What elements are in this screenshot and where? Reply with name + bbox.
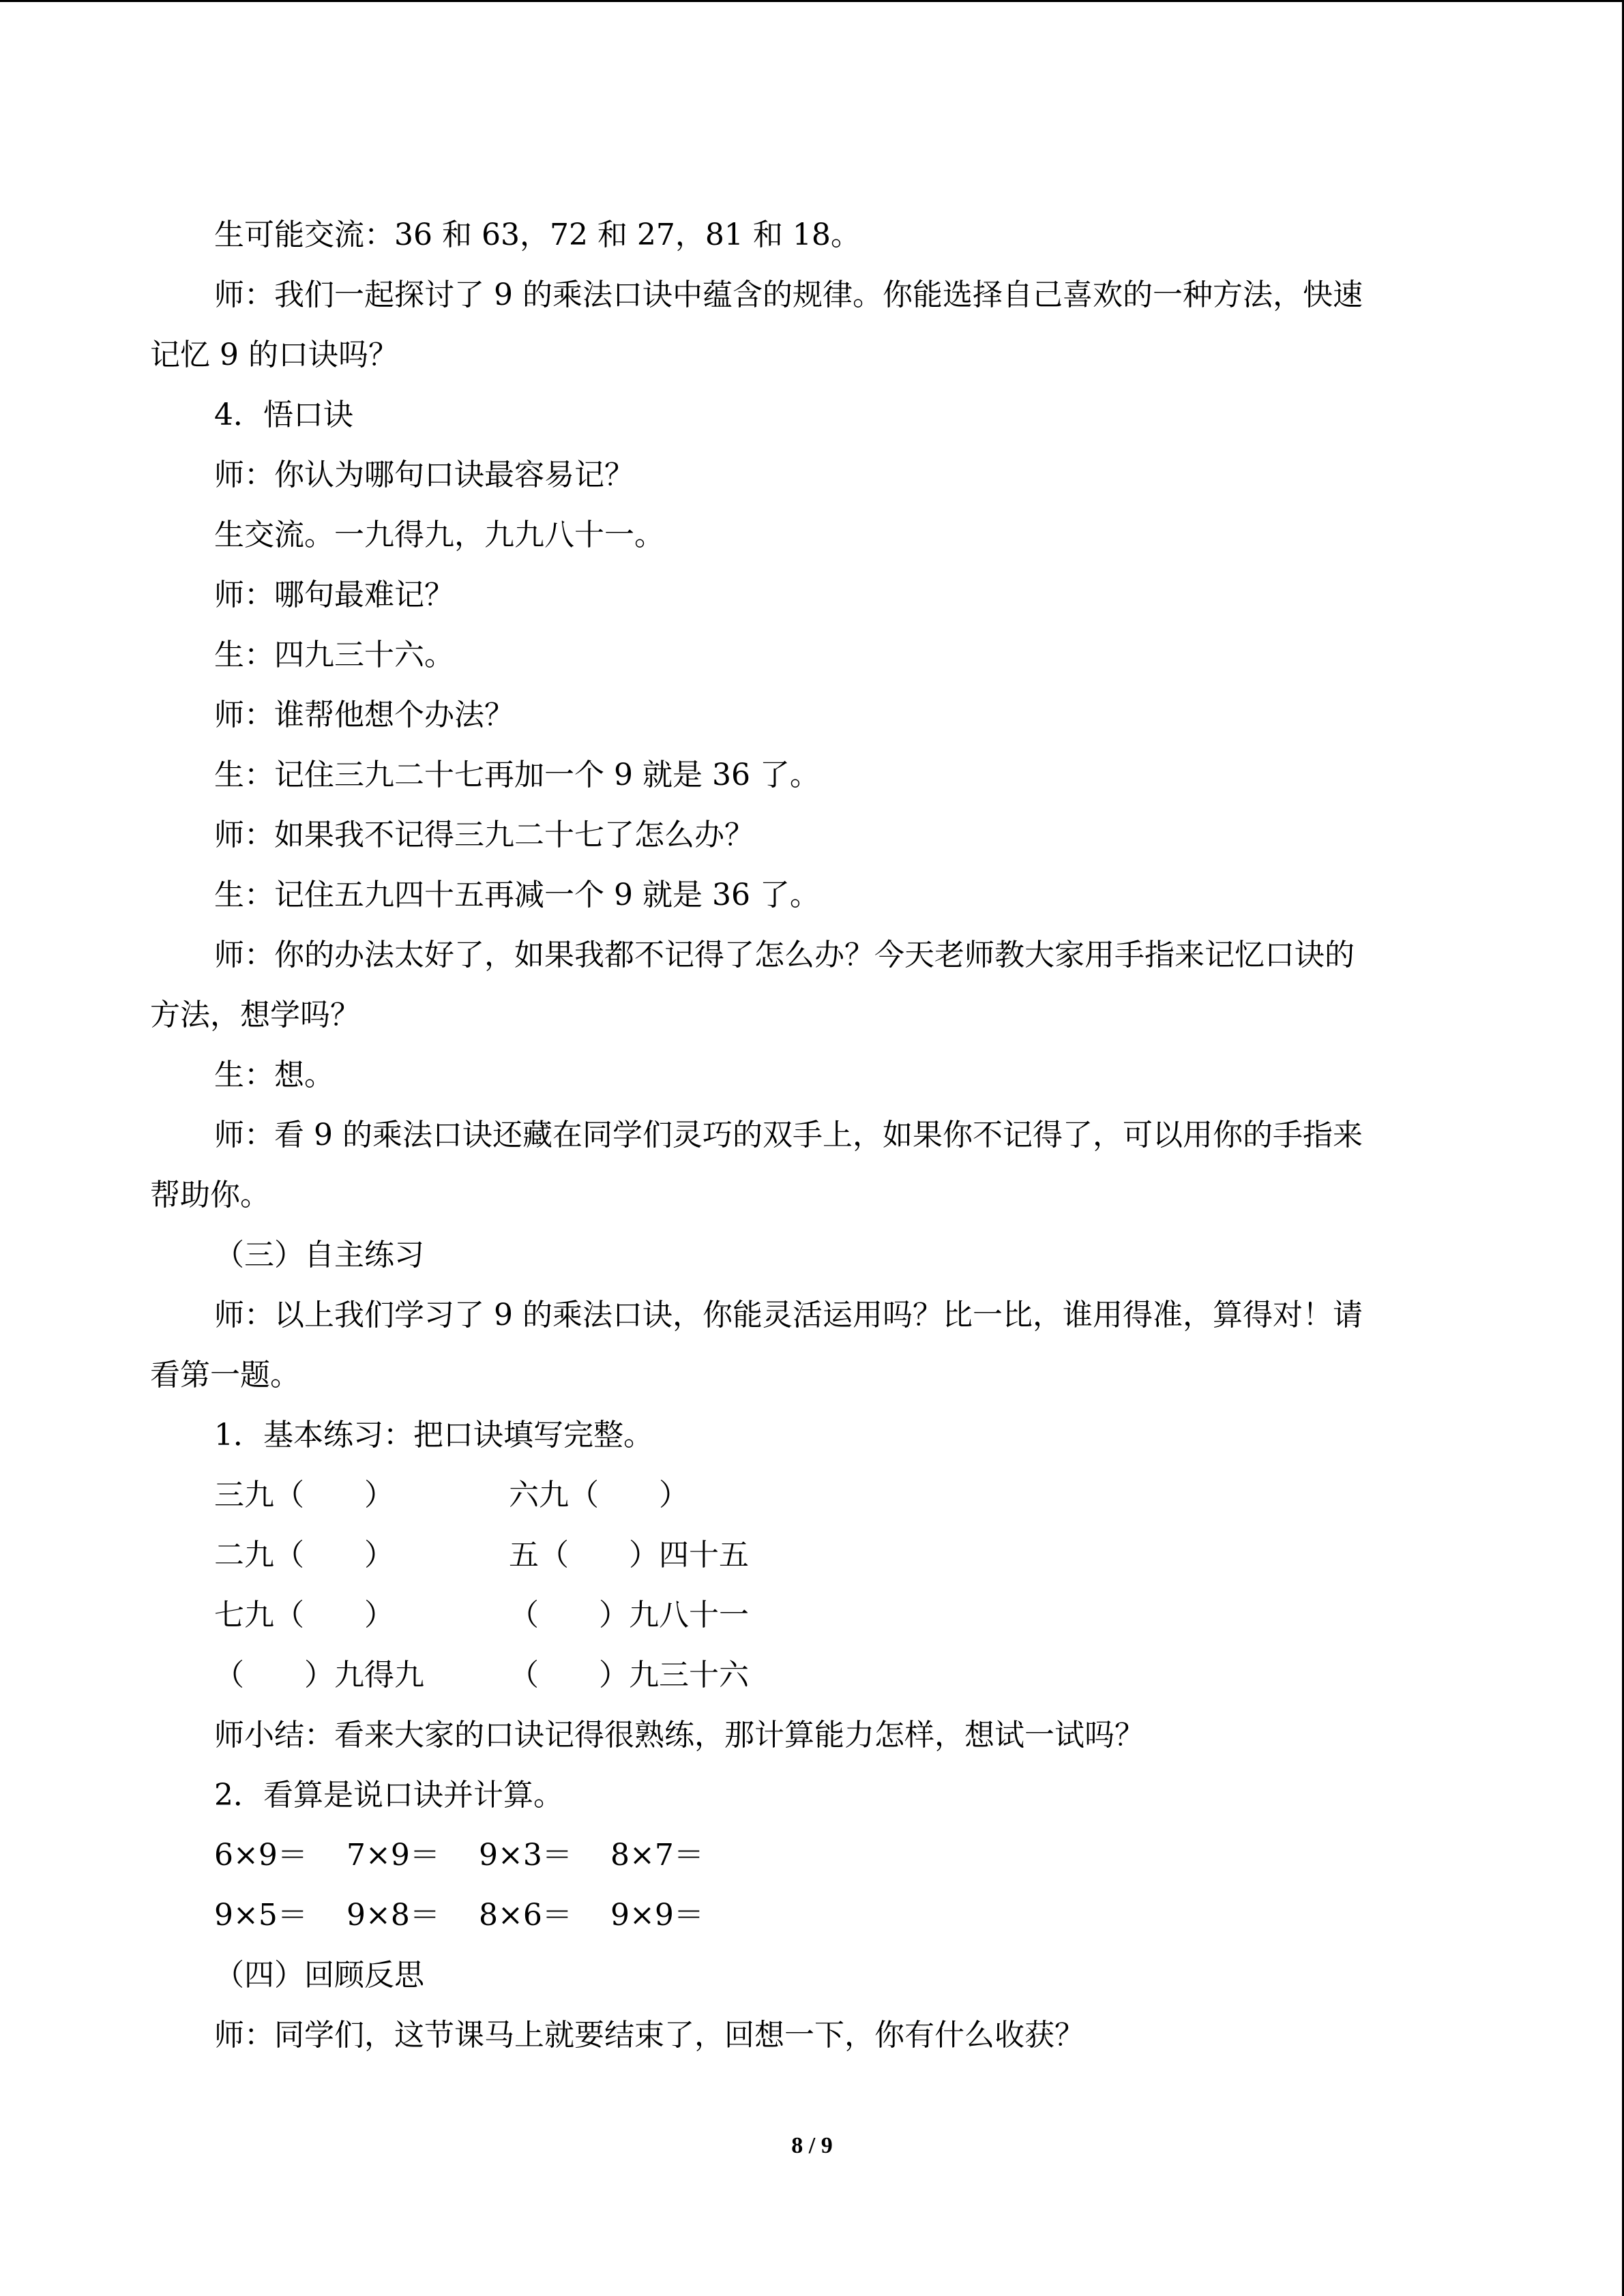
fill-in-item: 二九（ ） <box>214 1538 394 1572</box>
paragraph-line: 师：看 9 的乘法口诀还藏在同学们灵巧的双手上，如果你不记得了，可以用你的手指来 <box>214 1118 1363 1152</box>
calc-item: 9×3＝ <box>479 1838 572 1873</box>
exercise-title: 2．看算是说口诀并计算。 <box>214 1778 563 1813</box>
paragraph-line: 师：以上我们学习了 9 的乘法口诀，你能灵活运用吗？比一比，谁用得准，算得对！请 <box>214 1298 1363 1332</box>
paragraph-line: 生：想。 <box>214 1058 334 1092</box>
paragraph-line: 师：同学们，这节课马上就要结束了，回想一下，你有什么收获？ <box>214 2018 1084 2053</box>
calc-item: 6×9＝ <box>214 1838 308 1873</box>
paragraph-line: 师：你认为哪句口诀最容易记？ <box>214 458 634 492</box>
paragraph-line: 生：四九三十六。 <box>214 638 454 672</box>
calc-item: 7×9＝ <box>346 1838 440 1873</box>
calc-item: 9×5＝ <box>214 1898 308 1933</box>
calc-item: 9×8＝ <box>346 1898 440 1933</box>
section-heading: 4．悟口诀 <box>214 398 353 432</box>
paragraph-line: 师：你的办法太好了，如果我都不记得了怎么办？今天老师教大家用手指来记忆口诀的 <box>214 938 1355 972</box>
fill-in-item: （ ）九得九 <box>214 1658 424 1693</box>
paragraph-line: 生：记住三九二十七再加一个 9 就是 36 了。 <box>214 758 820 792</box>
fill-in-item: （ ）九三十六 <box>509 1658 749 1693</box>
paragraph-line: 师：哪句最难记？ <box>214 578 454 612</box>
paragraph-line: 师：如果我不记得三九二十七了怎么办？ <box>214 818 754 852</box>
paragraph-line: 生：记住五九四十五再减一个 9 就是 36 了。 <box>214 878 820 912</box>
paragraph-line: 生交流。一九得九，九九八十一。 <box>214 518 664 552</box>
section-heading: （四）回顾反思 <box>214 1958 424 1993</box>
paragraph-line: 师：谁帮他想个办法？ <box>214 698 514 732</box>
fill-in-item: （ ）九八十一 <box>509 1598 749 1632</box>
page-number: 8 / 9 <box>791 2133 833 2158</box>
calc-item: 8×7＝ <box>610 1838 704 1873</box>
fill-in-item: 三九（ ） <box>214 1478 394 1512</box>
paragraph-line: 帮助你。 <box>150 1178 270 1212</box>
fill-in-item: 五（ ）四十五 <box>509 1538 749 1572</box>
section-heading: （三）自主练习 <box>214 1238 424 1272</box>
fill-in-item: 六九（ ） <box>509 1478 689 1512</box>
exercise-title: 1．基本练习：把口诀填写完整。 <box>214 1418 653 1452</box>
fill-in-item: 七九（ ） <box>214 1598 394 1632</box>
calc-item: 8×6＝ <box>479 1898 572 1933</box>
paragraph-line: 生可能交流：36 和 63，72 和 27，81 和 18。 <box>214 218 861 252</box>
summary-line: 师小结：看来大家的口诀记得很熟练，那计算能力怎样，想试一试吗？ <box>214 1718 1145 1753</box>
paragraph-line: 看第一题。 <box>150 1358 300 1392</box>
calc-item: 9×9＝ <box>610 1898 704 1933</box>
paragraph-line: 记忆 9 的口诀吗？ <box>150 338 398 372</box>
paragraph-line: 方法，想学吗？ <box>150 998 360 1032</box>
paragraph-line: 师：我们一起探讨了 9 的乘法口诀中蕴含的规律。你能选择自己喜欢的一种方法，快速 <box>214 278 1363 312</box>
